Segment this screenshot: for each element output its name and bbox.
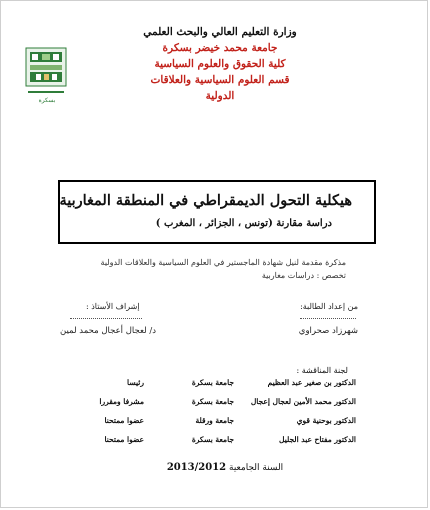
jury-member-name: الدكتور بوحنية قوي: [296, 416, 356, 425]
department-line: قسم العلوم السياسية والعلاقات الدولية: [150, 74, 290, 102]
jury-member-university: جامعة بسكرة: [191, 378, 234, 387]
jury-row: [0, 416, 430, 430]
academic-year: [150, 462, 300, 473]
memo-specialty-line: تخصص : دراسات مغاربية: [261, 271, 346, 280]
thesis-title: هيكلية التحول الديمقراطي في المنطقة المغاربية: [59, 192, 352, 209]
jury-member-university: جامعة ورقلة: [195, 416, 234, 425]
jury-member-role: رئيسا: [127, 378, 144, 387]
academic-year-value: 2013/2012: [166, 462, 227, 473]
academic-year-label: السنة الجامعية: [229, 463, 284, 473]
jury-member-role: مشرفا ومقررا: [99, 397, 144, 406]
supervisor-dotted-line: [70, 318, 142, 319]
thesis-title-box: [58, 180, 376, 244]
supervisor-label: إشراف الأستاذ :: [86, 302, 140, 311]
logo-caption: بسكرة: [38, 97, 56, 104]
thesis-subtitle: دراسة مقارنة (تونس ، الجزائر ، المغرب ): [155, 218, 332, 229]
university-line: جامعة محمد خيضر بسكرة: [162, 42, 278, 54]
jury-member-university: جامعة بسكرة: [191, 435, 234, 444]
ministry-line: وزارة التعليم العالي والبحث العلمي: [143, 26, 297, 38]
jury-title: لجنة المناقشة :: [296, 366, 348, 375]
author-label: من إعداد الطالبة:: [300, 302, 358, 311]
jury-row: [0, 435, 430, 449]
jury-member-university: جامعة بسكرة: [191, 397, 234, 406]
thesis-description: [101, 256, 346, 282]
university-logo-icon: [22, 46, 70, 100]
author-name: شهرزاد صحراوي: [298, 326, 358, 336]
faculty-line: كلية الحقوق والعلوم السياسية: [154, 58, 286, 70]
supervisor-name: د/ لعجال أعجال محمد لمين: [60, 326, 157, 336]
jury-row: [0, 397, 430, 411]
author-dotted-line: [300, 318, 356, 319]
jury-member-name: الدكتور بن صغير عبد العظيم: [267, 378, 356, 387]
institution-header: [140, 24, 300, 104]
memo-degree-line: مذكرة مقدمة لنيل شهادة الماجستير في العلوم السياسية والعلاقات الدولية: [100, 258, 346, 267]
jury-member-name: الدكتور محمد الأمين لعجال إعجال: [250, 397, 356, 406]
jury-member-role: عضوا ممتحنا: [104, 416, 144, 425]
jury-member-role: عضوا ممتحنا: [104, 435, 144, 444]
jury-row: [0, 378, 430, 392]
jury-member-name: الدكتور مفتاح عبد الجليل: [279, 435, 356, 444]
university-logo: [22, 46, 70, 100]
